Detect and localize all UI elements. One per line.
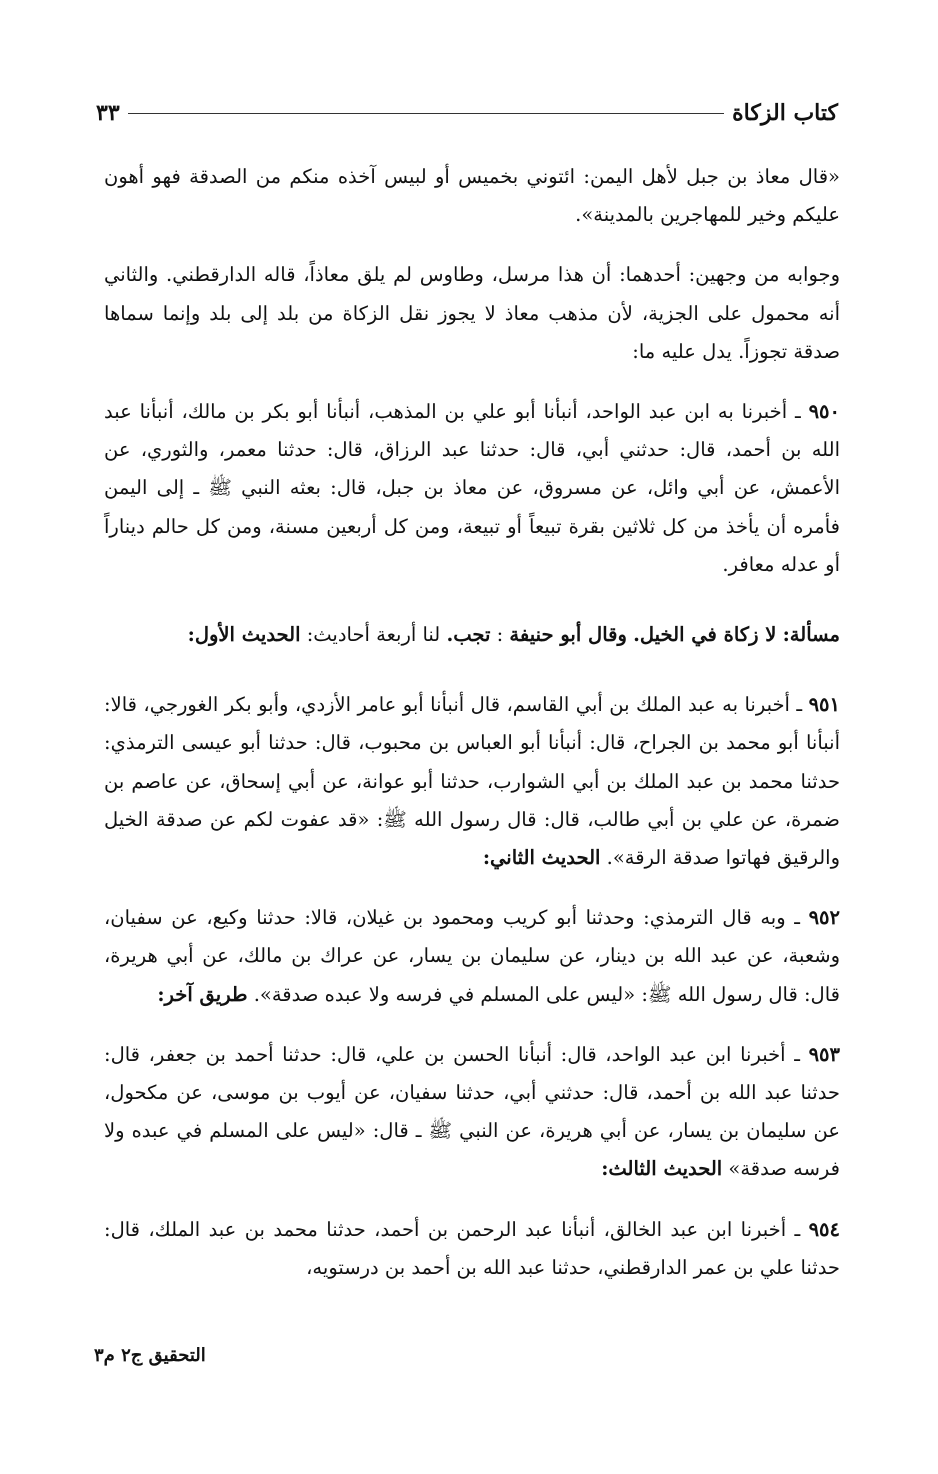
hadith-number: ٩٥٠ (808, 400, 840, 424)
hadith-number: ٩٥٣ (808, 1042, 840, 1066)
section-heading: الحديث الثاني: (482, 846, 601, 870)
issue-abu-hanifa: وقال أبو حنيفة (509, 623, 627, 647)
signature-mark: التحقيق ج٢ م٣ (94, 1345, 206, 1366)
hadith-953 (104, 1036, 840, 1189)
hadith-text: ـ أخبرنا ابن عبد الخالق، أنبأنا عبد الرحمن بن أحمد، حدثنا محمد بن عبد الملك، قال: حدثنا علي بن عمر الدارقطني، حدثنا عبد الله بن أحمد بن درستويه، (104, 1217, 840, 1279)
page-body (104, 158, 840, 1309)
hadith-954 (104, 1211, 840, 1287)
quote-paragraph: «قال معاذ بن جبل لأهل اليمن: ائتوني بخميس أو لبيس آخذه منكم من الصدقة فهو أهون عليكم وخير للمهاجرين بالمدينة». (104, 165, 840, 227)
hadith-text: ـ أخبرنا به ابن عبد الواحد، أنبأنا أبو علي بن المذهب، أنبأنا أبو بكر بن مالك، أنبأنا عبد الله بن أحمد، قال: حدثني أبي، قال: حدثنا عبد الرزاق، قال: حدثنا معمر، والثوري، عن الأعمش، عن أبي وائل، عن مسروق، عن معاذ بن جبل، قال: بعثه النبي ﷺ ـ إلى اليمن فأمره أن يأخذ من كل ثلاثين بقرة تبيعاً أو تبيعة، ومن كل أربعين مسنة، ومن كل حالم ديناراً أو عدله معافر. (104, 400, 840, 576)
response-paragraph: وجوابه من وجهين: أحدهما: أن هذا مرسل، وطاوس لم يلق معاذاً، قاله الدارقطني. والثاني أنه محمول على الجزية، لأن مذهب معاذ لا يجوز نقل الزكاة من بلد إلى بلد وإنما سماها صدقة تجوزاً. يدل عليه ما: (104, 263, 840, 363)
hadith-text: ـ وبه قال الترمذي: وحدثنا أبو كريب ومحمود بن غيلان، قالا: حدثنا وكيع، عن سفيان، وشعبة، عن عبد الله بن دينار، عن سليمان بن يسار، عن عراك بن مالك، عن أبي هريرة، قال: قال رسول الله ﷺ: «ليس على المسلم في فرسه ولا عبده صدقة». (104, 906, 840, 1006)
section-heading: طريق آخر: (157, 982, 248, 1006)
issue-rest: لنا أربعة أحاديث: (306, 623, 441, 647)
issue-label: مسألة: (782, 623, 840, 647)
page-number: ٣٣ (96, 100, 120, 126)
hadith-number: ٩٥٢ (808, 906, 840, 930)
chapter-title: كتاب الزكاة (732, 100, 838, 126)
issue-colon: : (496, 623, 504, 647)
hadith-number: ٩٥١ (808, 693, 840, 717)
header-rule (128, 113, 725, 114)
hadith-951 (104, 686, 840, 877)
hadith-950 (104, 393, 840, 584)
hadith-952 (104, 899, 840, 1014)
hadith-number: ٩٥٤ (808, 1217, 840, 1241)
issue-ruling: لا زكاة في الخيل. (633, 623, 777, 647)
issue-tajib: تجب. (446, 623, 491, 647)
hadith-text: ـ أخبرنا ابن عبد الواحد، قال: أنبأنا الحسن بن علي، قال: حدثنا أحمد بن جعفر، قال: حدثنا عبد الله بن أحمد، قال: حدثني أبي، حدثنا سفيان، عن أيوب بن موسى، عن مكحول، عن سليمان بن يسار، عن أبي هريرة، عن النبي ﷺ ـ قال: «ليس على المسلم في عبده ولا فرسه صدقة» (104, 1042, 840, 1181)
running-header (96, 96, 838, 130)
issue-first-hadith: الحديث الأول: (187, 623, 301, 647)
hadith-text: ـ أخبرنا به عبد الملك بن أبي القاسم، قال أنبأنا أبو عامر الأزدي، وأبو بكر الغورجي، قالا: أنبأنا أبو محمد بن الجراح، قال: أنبأنا أبو العباس بن محبوب، قال: حدثنا أبو عيسى الترمذي: حدثنا محمد بن عبد الملك بن أبي الشوارب، حدثنا أبو عوانة، عن أبي إسحاق، عن عاصم بن ضمرة، عن علي بن أبي طالب، قال: قال رسول الله ﷺ: «قد عفوت لكم عن صدقة الخيل والرقيق فهاتوا صدقة الرقة». (104, 693, 840, 870)
section-heading: الحديث الثالث: (601, 1157, 723, 1181)
issue-heading (104, 616, 840, 654)
